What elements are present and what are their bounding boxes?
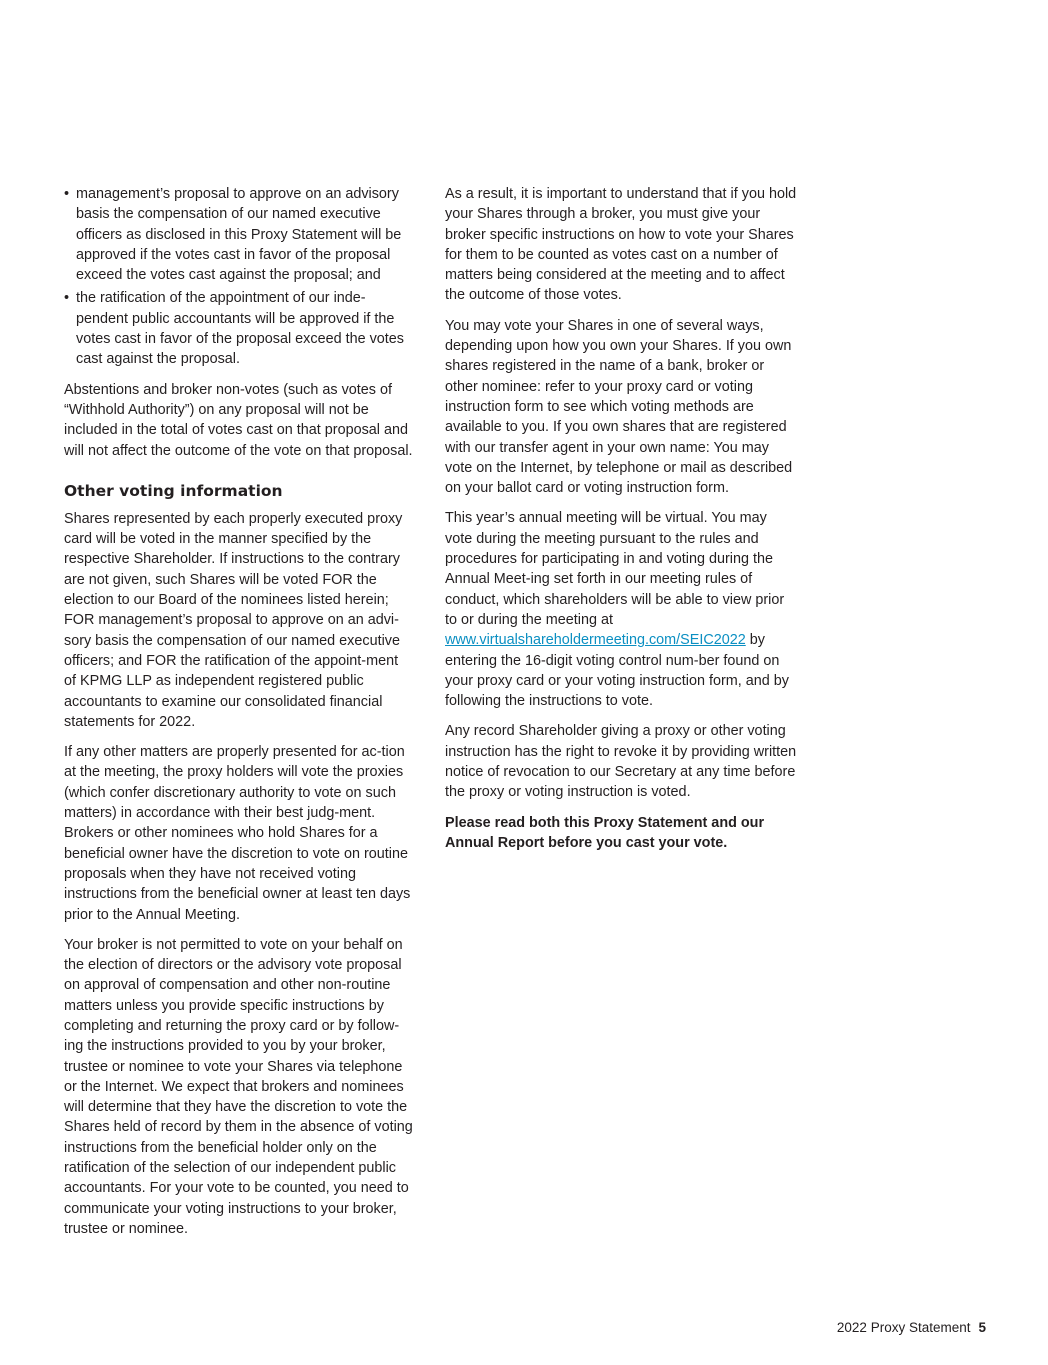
abstentions-paragraph: Abstentions and broker non-votes (such as votes of “Withhold Authority”) on any proposal will not be included in the total of votes cast on that proposal and will not affect the outcome of the vote on that proposal.	[64, 381, 413, 459]
voting-ways-paragraph: You may vote your Shares in one of several ways, depending upon how you own your Shares. If you own shares registered in the name of a bank, broker or other nominee: refer to your proxy card or voting instruction form to see which voting methods are available to you. If you own shares that are registered with our transfer agent in your own name: You may vote on the Internet, by telephone or mail as described on your ballot card or voting instruction form.	[445, 317, 793, 497]
virtual-meeting-text: This year’s annual meeting will be virtual. You may vote during the meeting pursuant to the rules and procedures for participating in and voting during the Annual Meet-ing set forth in our meeting rules of conduct, which shareholders will be able to view prior to or during the meeting at	[445, 510, 785, 628]
left-column	[64, 184, 414, 1249]
footer-title: 2022 Proxy Statement	[836, 1320, 971, 1335]
voting-requirements-list	[64, 184, 414, 370]
result-paragraph: As a result, it is important to understand that if you hold your Shares through a broker, you must give your broker specific instructions on how to vote your Shares for them to be counted as votes cast on a number of matters being considered at the meeting and to affect the outcome of those votes.	[445, 186, 797, 304]
right-column	[445, 184, 797, 863]
broker-paragraph: Your broker is not permitted to vote on your behalf on the election of directors or the advisory vote proposal on approval of compensation and other non-routine matters unless you provide specific instructions by completing and returning the proxy card or by follow-ing the instructions provided to you by your broker, trustee or nominee to vote your Shares via telephone or the Internet. We expect that brokers and nominees will determine that they have the discretion to vote the Shares held of record by them in the absence of voting instructions from the beneficial holder only on the ratification of the selection of our independent public accountants. For your vote to be counted, you need to communicate your voting instructions to your broker, trustee or nominee.	[64, 936, 413, 1237]
shares-paragraph: Shares represented by each properly executed proxy card will be voted in the manner specified by the respective Shareholder. If instructions to the contrary are not given, such Shares will be voted FOR the election to our Board of the nominees listed herein; FOR management’s proposal to approve on an advi-sory basis the compensation of our named executive officers; and FOR the ratification of the appoint-ment of KPMG LLP as independent registered public accountants to examine our consolidated financial statements for 2022.	[64, 510, 403, 730]
virtual-meeting-paragraph	[445, 508, 797, 711]
revoke-paragraph: Any record Shareholder giving a proxy or other voting instruction has the right to revoke it by providing written notice of revocation to our Secretary at any time before the proxy or voting instruction is voted.	[445, 723, 797, 801]
section-heading: Other voting information	[64, 481, 283, 500]
read-notice-paragraph: Please read both this Proxy Statement and our Annual Report before you cast your vote.	[445, 814, 765, 851]
virtual-meeting-text-end: by entering the 16-digit voting control num-ber found on your proxy card or your voting instruction form, and by following the instructions to vote.	[445, 632, 789, 710]
page-footer	[837, 1320, 986, 1335]
other-matters-paragraph: If any other matters are properly presented for ac-tion at the meeting, the proxy holders will vote the proxies (which confer discretionary authority to vote on such matters) in accordance with their best judg-ment. Brokers or other nominees who hold Shares for a beneficial owner have the discretion to vote on routine proposals when they have not received voting instructions from the beneficial owner at least ten days prior to the Annual Meeting.	[64, 744, 411, 923]
list-item: • the ratification of the appointment of our inde-pendent public accountants will be approved if the votes cast in favor of the proposal exceed the votes cast against the proposal.	[64, 288, 414, 369]
virtual-meeting-link[interactable]: www.virtualshareholdermeeting.com/SEIC2022	[445, 632, 746, 649]
list-item: • management’s proposal to approve on an advisory basis the compensation of our named executive officers as disclosed in this Proxy Statement will be approved if the votes cast in favor of the proposal exceed the votes cast against the proposal; and	[64, 184, 414, 285]
page-number: 5	[978, 1320, 986, 1335]
